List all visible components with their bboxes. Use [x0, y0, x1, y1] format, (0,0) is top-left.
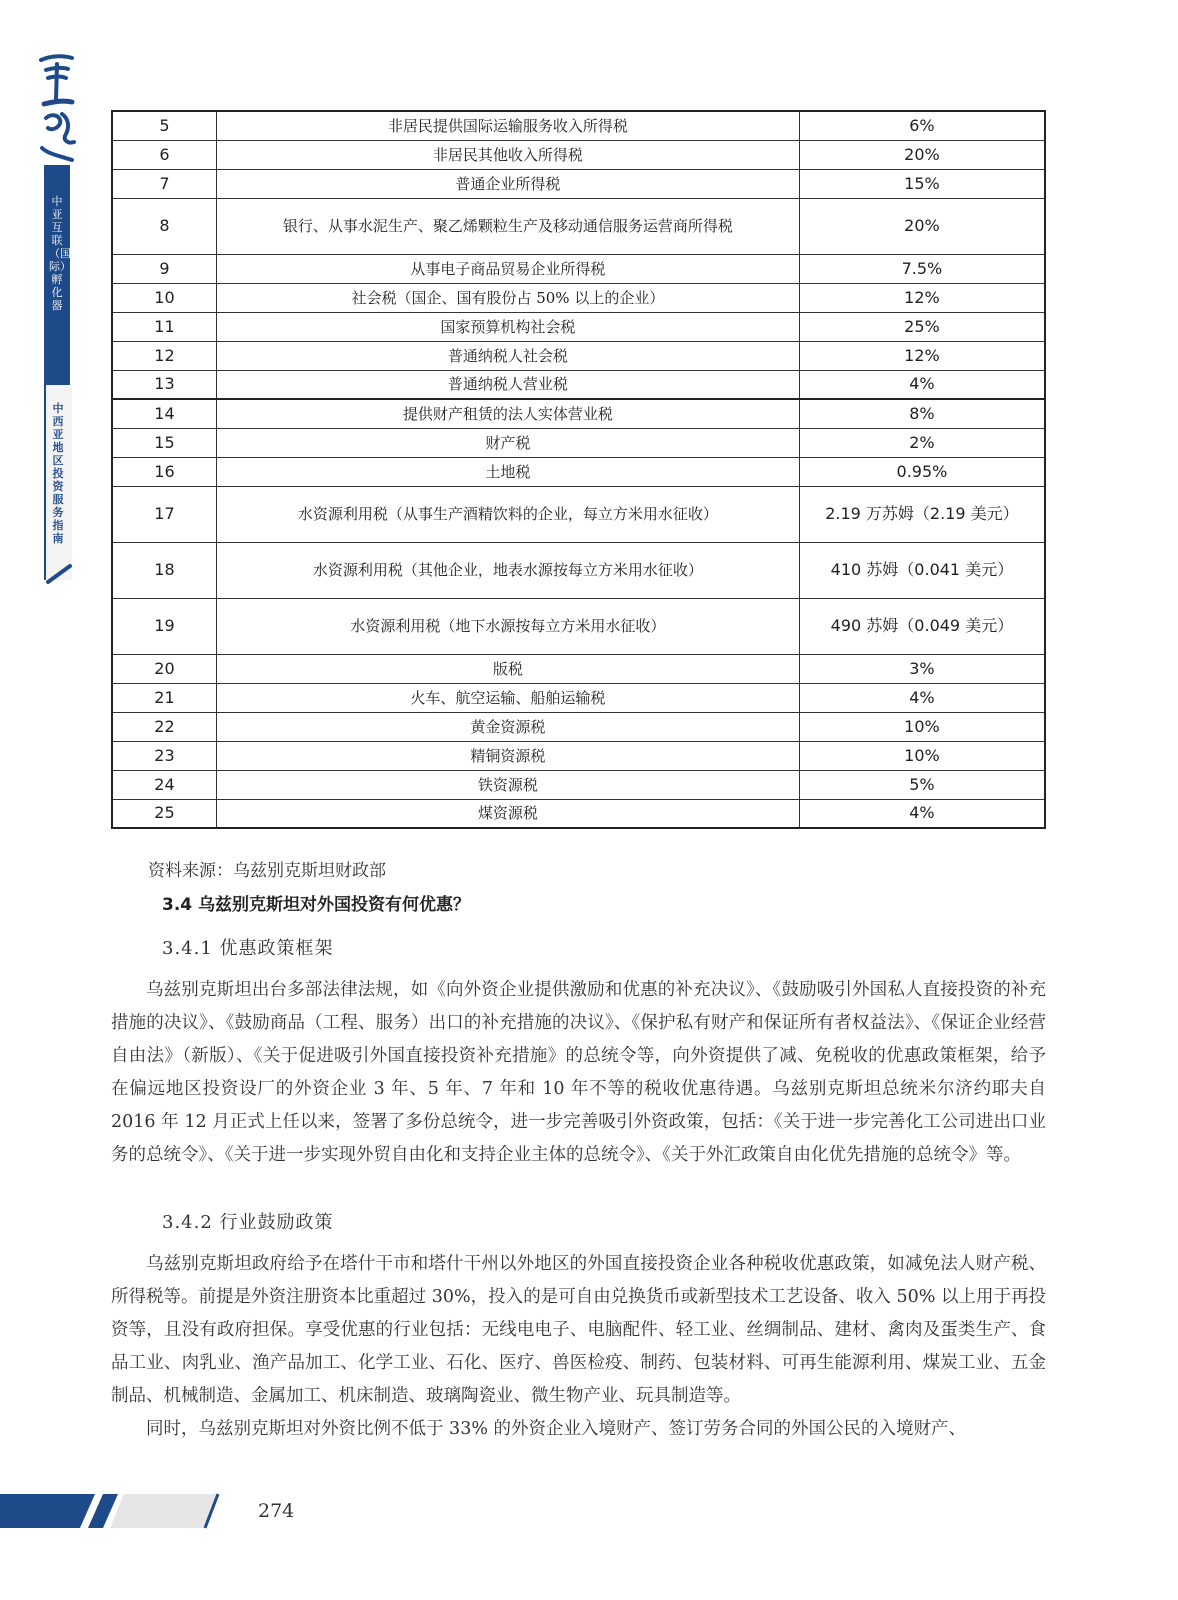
row-number-cell: 17 — [112, 486, 216, 542]
tax-rate-cell: 410 苏姆（0.041 美元） — [799, 542, 1045, 598]
table-row — [112, 799, 1045, 828]
tax-rate-cell: 4% — [799, 799, 1045, 828]
table-row — [112, 198, 1045, 254]
tax-rate-cell: 2.19 万苏姆（2.19 美元） — [799, 486, 1045, 542]
table-row — [112, 169, 1045, 198]
tax-rate-cell: 12% — [799, 283, 1045, 312]
tax-rate-cell: 490 苏姆（0.049 美元） — [799, 598, 1045, 654]
table-row — [112, 457, 1045, 486]
page-number: 274 — [258, 1500, 295, 1522]
table-row — [112, 428, 1045, 457]
row-number-cell: 25 — [112, 799, 216, 828]
tax-name-cell: 银行、从事水泥生产、聚乙烯颗粒生产及移动通信服务运营商所得税 — [216, 198, 799, 254]
row-number-cell: 10 — [112, 283, 216, 312]
tax-rate-table — [111, 110, 1046, 829]
table-row — [112, 542, 1045, 598]
tax-name-cell: 普通企业所得税 — [216, 169, 799, 198]
row-number-cell: 7 — [112, 169, 216, 198]
tax-rate-cell: 8% — [799, 399, 1045, 428]
tax-rate-cell: 6% — [799, 111, 1045, 140]
tax-name-cell: 土地税 — [216, 457, 799, 486]
data-source: 资料来源：乌兹别克斯坦财政部 — [148, 861, 386, 881]
table-row — [112, 312, 1045, 341]
tax-rate-cell: 10% — [799, 712, 1045, 741]
section-title: 3.4 乌兹别克斯坦对外国投资有何优惠？ — [162, 895, 471, 915]
tax-name-cell: 非居民提供国际运输服务收入所得税 — [216, 111, 799, 140]
tax-name-cell: 水资源利用税（从事生产酒精饮料的企业，每立方米用水征收） — [216, 486, 799, 542]
table-row — [112, 341, 1045, 370]
table-row — [112, 770, 1045, 799]
tax-rate-cell: 5% — [799, 770, 1045, 799]
tax-rate-cell: 4% — [799, 370, 1045, 399]
tax-name-cell: 火车、航空运输、船舶运输税 — [216, 683, 799, 712]
tax-rate-cell: 3% — [799, 654, 1045, 683]
paragraph-industry: 乌兹别克斯坦政府给予在塔什干市和塔什干州以外地区的外国直接投资企业各种税收优惠政策，如减免法人财产税、所得税等。前提是外资注册资本比重超过 30%，投入的是可自由兑换货币或新型技术工艺设备、收入 50% 以上用于再投资等，且没有政府担保。享受优惠的行业包括：无线电电子、电脑配件、轻工业、丝绸制品、建材、禽肉及蛋类生产、食品工业、肉乳业、渔产品加工、化学工业、石化、医疗、兽医检疫、制药、包装材料、可再生能源利用、煤炭工业、五金制品、机械制造、金属加工、机床制造、玻璃陶瓷业、微生物产业、玩具制造等。 — [111, 1254, 1046, 1406]
side-label-incubator: 中亚互联（国际）孵化器 — [49, 195, 71, 312]
tax-table-body — [112, 111, 1045, 828]
tax-name-cell: 财产税 — [216, 428, 799, 457]
row-number-cell: 23 — [112, 741, 216, 770]
row-number-cell: 15 — [112, 428, 216, 457]
row-number-cell: 16 — [112, 457, 216, 486]
side-banner — [0, 0, 80, 600]
side-label-guide: 中西亚地区投资服务指南 — [52, 402, 64, 545]
row-number-cell: 12 — [112, 341, 216, 370]
row-number-cell: 21 — [112, 683, 216, 712]
tax-rate-cell: 0.95% — [799, 457, 1045, 486]
row-number-cell: 19 — [112, 598, 216, 654]
table-row — [112, 598, 1045, 654]
row-number-cell: 22 — [112, 712, 216, 741]
row-number-cell: 8 — [112, 198, 216, 254]
table-row — [112, 370, 1045, 399]
tax-name-cell: 精铜资源税 — [216, 741, 799, 770]
tax-name-cell: 国家预算机构社会税 — [216, 312, 799, 341]
tax-name-cell: 铁资源税 — [216, 770, 799, 799]
tax-name-cell: 水资源利用税（其他企业，地表水源按每立方米用水征收） — [216, 542, 799, 598]
tax-rate-cell: 7.5% — [799, 254, 1045, 283]
slash-decoration-icon — [46, 562, 72, 584]
tax-name-cell: 煤资源税 — [216, 799, 799, 828]
row-number-cell: 6 — [112, 140, 216, 169]
table-row — [112, 683, 1045, 712]
tax-name-cell: 黄金资源税 — [216, 712, 799, 741]
tax-rate-cell: 20% — [799, 198, 1045, 254]
subsection-title-industry: 3.4.2 行业鼓励政策 — [162, 1212, 334, 1233]
tax-name-cell: 普通纳税人营业税 — [216, 370, 799, 399]
row-number-cell: 5 — [112, 111, 216, 140]
paragraph-framework: 乌兹别克斯坦出台多部法律法规，如《向外资企业提供激励和优惠的补充决议》、《鼓励吸引外国私人直接投资的补充措施的决议》、《鼓励商品（工程、服务）出口的补充措施的决议》、《保护私有财产和保证所有者权益法》、《保证企业经营自由法》（新版）、《关于促进吸引外国直接投资补充措施》的总统令等，向外资提供了减、免税收的优惠政策框架，给予在偏远地区投资设厂的外资企业 3 年、5 年、7 年和 10 年不等的税收优惠待遇。乌兹别克斯坦总统米尔济约耶夫自 2016 年 12 月正式上任以来，签署了多份总统令，进一步完善吸引外资政策，包括：《关于进一步完善化工公司进出口业务的总统令》、《关于进一步实现外贸自由化和支持企业主体的总统令》、《关于外汇政策自由化优先措施的总统令》等。 — [111, 980, 1046, 1165]
tax-rate-cell: 25% — [799, 312, 1045, 341]
table-row — [112, 283, 1045, 312]
subsection-title-framework: 3.4.1 优惠政策框架 — [162, 938, 334, 959]
tax-rate-cell: 10% — [799, 741, 1045, 770]
table-row — [112, 399, 1045, 428]
table-row — [112, 712, 1045, 741]
table-row — [112, 140, 1045, 169]
row-number-cell: 20 — [112, 654, 216, 683]
tax-name-cell: 从事电子商品贸易企业所得税 — [216, 254, 799, 283]
table-row — [112, 654, 1045, 683]
row-number-cell: 11 — [112, 312, 216, 341]
table-row — [112, 741, 1045, 770]
row-number-cell: 14 — [112, 399, 216, 428]
footer-stripe-decoration — [0, 1488, 230, 1533]
tax-name-cell: 版税 — [216, 654, 799, 683]
row-number-cell: 9 — [112, 254, 216, 283]
row-number-cell: 13 — [112, 370, 216, 399]
row-number-cell: 18 — [112, 542, 216, 598]
tax-name-cell: 提供财产租赁的法人实体营业税 — [216, 399, 799, 428]
tax-rate-cell: 2% — [799, 428, 1045, 457]
table-row — [112, 254, 1045, 283]
table-row — [112, 486, 1045, 542]
row-number-cell: 24 — [112, 770, 216, 799]
belt-road-logo — [38, 52, 78, 162]
paragraph-continued: 同时，乌兹别克斯坦对外资比例不低于 33% 的外资企业入境财产、签订劳务合同的外国公民的入境财产、 — [146, 1419, 967, 1439]
tax-rate-cell: 4% — [799, 683, 1045, 712]
table-row — [112, 111, 1045, 140]
tax-rate-cell: 15% — [799, 169, 1045, 198]
tax-name-cell: 水资源利用税（地下水源按每立方米用水征收） — [216, 598, 799, 654]
tax-name-cell: 非居民其他收入所得税 — [216, 140, 799, 169]
tax-name-cell: 普通纳税人社会税 — [216, 341, 799, 370]
tax-rate-cell: 12% — [799, 341, 1045, 370]
tax-rate-cell: 20% — [799, 140, 1045, 169]
tax-name-cell: 社会税（国企、国有股份占 50% 以上的企业） — [216, 283, 799, 312]
